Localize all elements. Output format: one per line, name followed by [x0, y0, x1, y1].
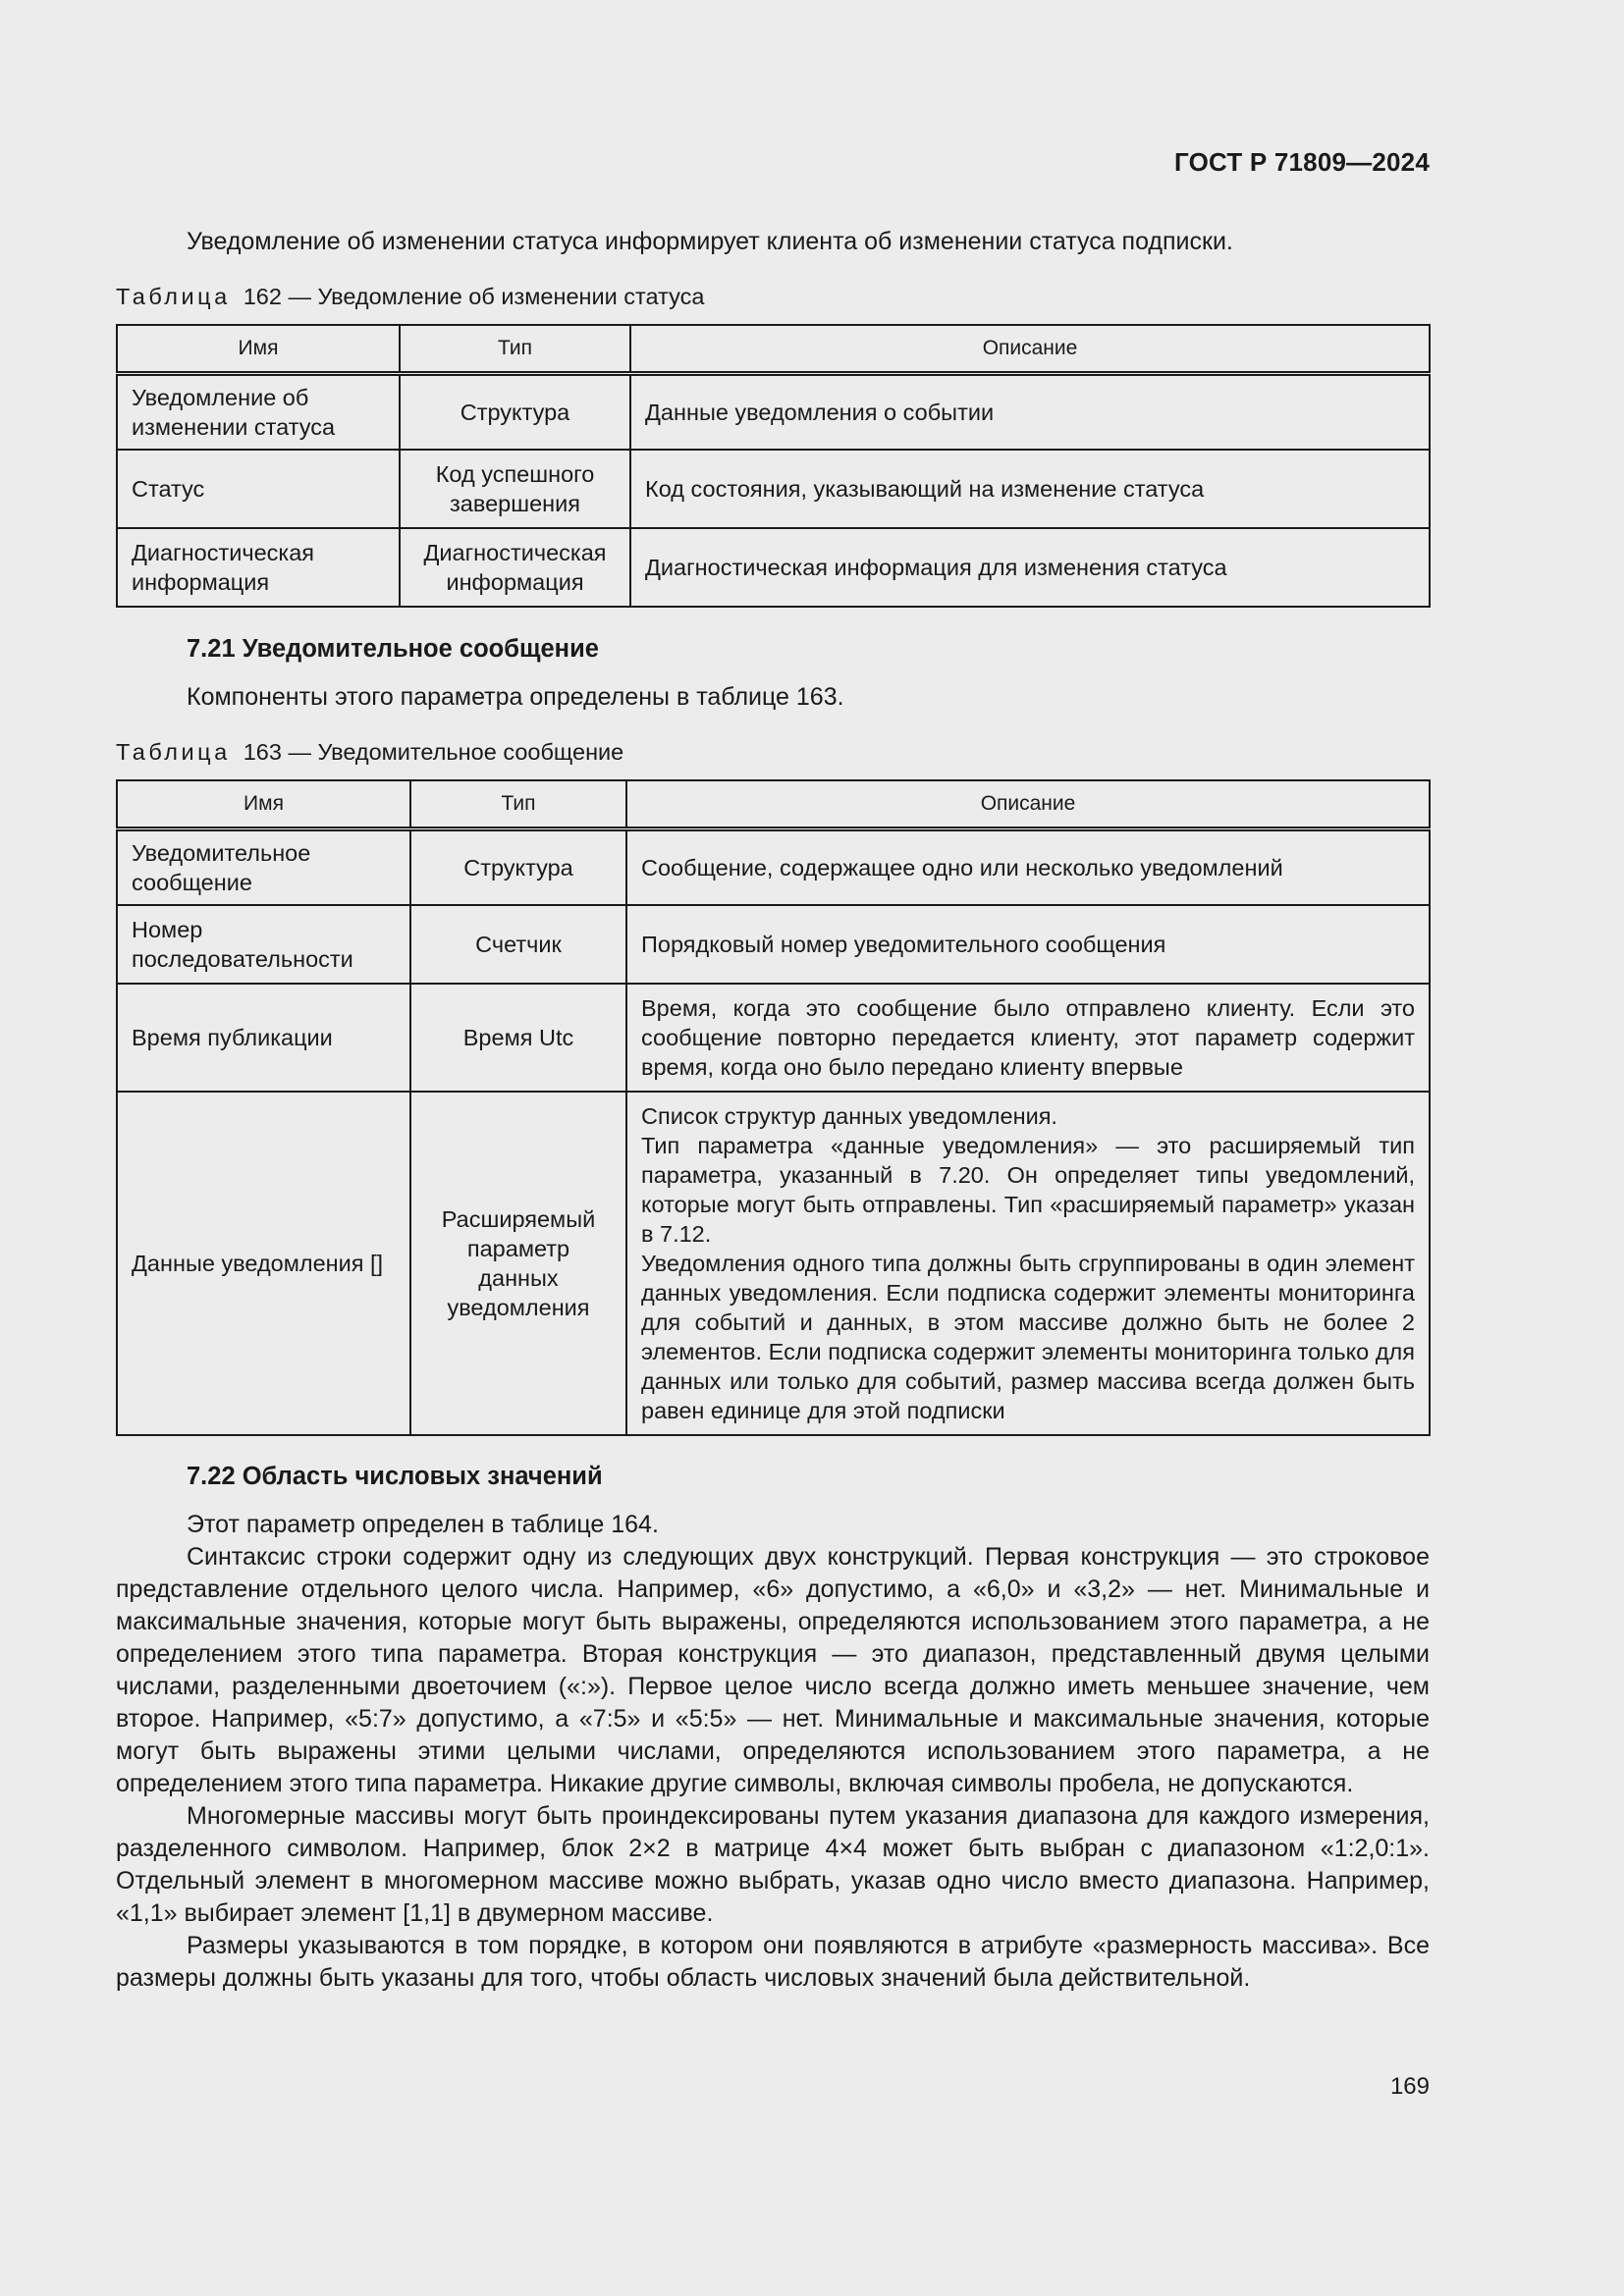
table-row — [117, 829, 1430, 905]
cell-type: Структура — [400, 374, 630, 450]
table-header-row — [117, 780, 1430, 829]
page-number: 169 — [1389, 2073, 1430, 2100]
cell-description: Список структур данных уведомления. Тип параметра «данные уведомления» — это расширяемый тип параметра, указанный в 7.20. Он определяет типы уведомлений, которые могут быть отправлены. Тип «расширяемый параметр» указан в 7.12. Уведомления одного типа должны быть сгруппированы в один элемент данных уведомления. Если подписка содержит элементы мониторинга для событий и данных, в этом массиве должно быть не более 2 элементов. Если подписка содержит элементы мониторинга только для данных или только для событий, размер массива всегда должен быть равен единице для этой подписки — [626, 1092, 1430, 1435]
cell-type: Расширяемый параметр данных уведомления — [410, 1092, 626, 1435]
table-row — [117, 374, 1430, 450]
table-caption-text: 163 — Уведомительное сообщение — [243, 739, 624, 765]
paragraph: Этот параметр определен в таблице 164. — [187, 1511, 659, 1538]
cell-name: Номер последовательности — [117, 905, 410, 984]
header-description: Описание — [626, 780, 1430, 829]
cell-type: Время Utc — [410, 984, 626, 1092]
header-name: Имя — [117, 325, 400, 374]
table-caption-word: Таблица — [116, 739, 231, 765]
table-row — [117, 984, 1430, 1092]
cell-description: Порядковый номер уведомительного сообщения — [626, 905, 1430, 984]
section-7-21-paragraph: Компоненты этого параметра определены в таблице 163. — [187, 683, 844, 711]
section-7-22-body — [116, 1509, 1430, 1995]
cell-type: Счетчик — [410, 905, 626, 984]
cell-name: Статус — [117, 450, 400, 528]
table-row — [117, 905, 1430, 984]
table-163-caption — [116, 737, 623, 767]
cell-type: Структура — [410, 829, 626, 905]
paragraph: Синтаксис строки содержит одну из следующих двух конструкций. Первая конструкция — это строковое представление отдельного целого числа. Например, «6» допустимо, а «6,0» и «3,2» — нет. Минимальные и максимальные значения, которые могут быть выражены, определяются использованием этого параметра, а не определением этого типа параметра. Вторая конструкция — это диапазон, представленный двумя целыми числами, разделенными двоеточием («:»). Первое целое число всегда должно иметь меньшее значение, чем второе. Например, «5:7» допустимо, а «7:5» и «5:5» — нет. Минимальные и максимальные значения, которые могут быть выражены этими целыми числами, определяются использованием этого параметра, а не определением этого типа параметра. Никакие другие символы, включая символы пробела, не допускаются. — [116, 1543, 1430, 1797]
cell-description: Код состояния, указывающий на изменение статуса — [630, 450, 1430, 528]
table-row — [117, 450, 1430, 528]
table-header-row — [117, 325, 1430, 374]
cell-name: Диагностическая информация — [117, 528, 400, 607]
cell-type: Диагностическая информация — [400, 528, 630, 607]
cell-description: Данные уведомления о событии — [630, 374, 1430, 450]
table-caption-word: Таблица — [116, 284, 231, 309]
section-7-22-heading: 7.22 Область числовых значений — [187, 1463, 603, 1490]
cell-name: Уведомление об изменении статуса — [117, 374, 400, 450]
cell-type: Код успешного завершения — [400, 450, 630, 528]
document-code: ГОСТ Р 71809—2024 — [1174, 147, 1430, 177]
header-type: Тип — [400, 325, 630, 374]
cell-description: Сообщение, содержащее одно или несколько уведомлений — [626, 829, 1430, 905]
section-7-21-heading: 7.21 Уведомительное сообщение — [187, 635, 599, 663]
header-name: Имя — [117, 780, 410, 829]
paragraph: Многомерные массивы могут быть проиндексированы путем указания диапазона для каждого измерения, разделенного символом. Например, блок 2×2 в матрице 4×4 может быть выбран с диапазоном «1:2,0:1». Отдельный элемент в многомерном массиве можно выбрать, указав одно число вместо диапазона. Например, «1,1» выбирает элемент [1,1] в двумерном массиве. — [116, 1802, 1430, 1927]
table-163 — [116, 779, 1431, 1436]
table-row — [117, 528, 1430, 607]
header-type: Тип — [410, 780, 626, 829]
header-description: Описание — [630, 325, 1430, 374]
cell-name: Уведомительное сообщение — [117, 829, 410, 905]
paragraph: Размеры указываются в том порядке, в котором они появляются в атрибуте «размерность массива». Все размеры должны быть указаны для того, чтобы область числовых значений была действительной. — [116, 1932, 1430, 1992]
table-caption-text: 162 — Уведомление об изменении статуса — [243, 284, 705, 309]
table-row — [117, 1092, 1430, 1435]
cell-name: Данные уведомления [] — [117, 1092, 410, 1435]
cell-description: Время, когда это сообщение было отправлено клиенту. Если это сообщение повторно передается клиенту, этот параметр содержит время, когда оно было передано клиенту впервые — [626, 984, 1430, 1092]
table-162-caption — [116, 282, 704, 311]
intro-paragraph: Уведомление об изменении статуса информирует клиента об изменении статуса подписки. — [187, 228, 1233, 255]
cell-description: Диагностическая информация для изменения статуса — [630, 528, 1430, 607]
table-162 — [116, 324, 1431, 608]
cell-name: Время публикации — [117, 984, 410, 1092]
